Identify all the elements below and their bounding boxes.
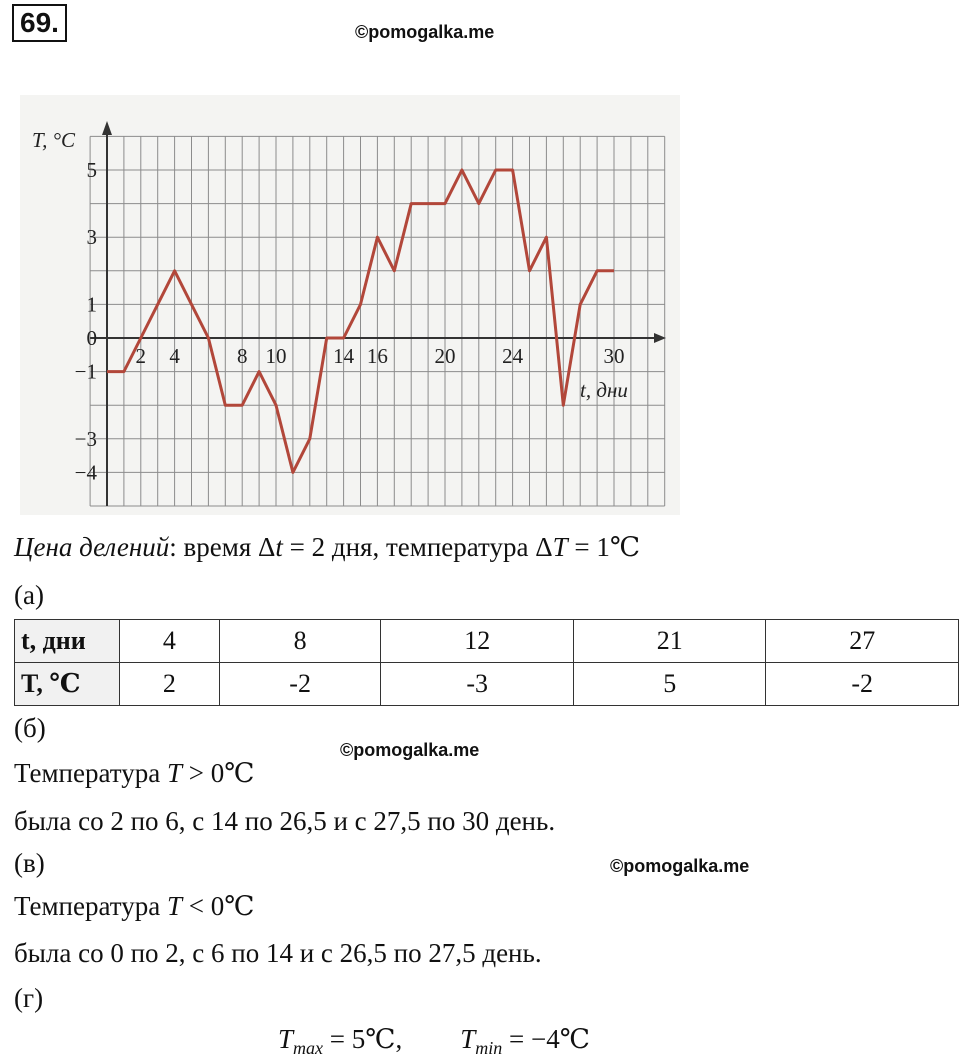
part-g-label: (г) (14, 983, 44, 1013)
x-tick-label: 30 (603, 344, 625, 368)
scale-note-label: Цена делений (14, 532, 170, 562)
part-v-prefix: Температура (14, 891, 167, 921)
tmax-sub: max (293, 1038, 324, 1058)
scale-note-var-t: t (275, 532, 283, 562)
x-tick-label: 20 (434, 344, 456, 368)
y-tick-label: 3 (86, 225, 97, 250)
table-row-label: t, дни (15, 620, 120, 663)
x-tick-label: 14 (333, 344, 355, 368)
part-g-result (278, 1024, 590, 1059)
table-cell: -3 (381, 663, 574, 706)
part-b-label: (б) (14, 713, 46, 743)
table-cell: 8 (219, 620, 381, 663)
data-table (14, 619, 959, 706)
part-v-answer: была со 0 по 2, с 6 по 14 и с 26,5 по 27,5 день. (14, 938, 542, 968)
part-b-statement (14, 758, 254, 789)
part-b-answer: была со 2 по 6, с 14 по 26,5 и с 27,5 по 30 день. (14, 806, 556, 836)
x-tick-label: 24 (502, 344, 524, 368)
y-tick-label: 1 (86, 292, 97, 317)
x-tick-label: 10 (265, 344, 287, 368)
x-tick-label: 2 (135, 344, 147, 368)
part-v-statement (14, 891, 254, 922)
tmin-sub: min (475, 1038, 503, 1058)
table-cell: 2 (120, 663, 220, 706)
x-axis-label: t, дни (580, 378, 628, 402)
table-row-label: T, ℃ (15, 663, 120, 706)
scale-note-text1: : время Δ (169, 532, 276, 562)
tmax-value: = 5℃, (323, 1024, 403, 1054)
table-cell: 21 (573, 620, 766, 663)
part-b-var: T (166, 758, 182, 788)
table-cell: 4 (120, 620, 220, 663)
tmax-var: T (278, 1024, 294, 1054)
x-tick-label: 4 (169, 344, 180, 368)
tmin-var: T (460, 1024, 476, 1054)
table-cell: 12 (381, 620, 574, 663)
y-tick-label: −1 (74, 359, 97, 384)
y-tick-label: −4 (74, 460, 97, 485)
y-axis-label: T, °C (32, 128, 76, 152)
table-cell: 5 (573, 663, 766, 706)
problem-number: 69. (12, 4, 67, 42)
part-v-var: T (166, 891, 182, 921)
watermark: ©pomogalka.me (610, 856, 750, 876)
y-tick-label: 5 (86, 158, 97, 182)
x-tick-label: 16 (366, 344, 388, 368)
tmin-value: = −4℃ (502, 1024, 590, 1054)
part-v-label: (в) (14, 848, 45, 878)
part-v-relation: < 0℃ (181, 891, 255, 921)
x-tick-label: 8 (236, 344, 248, 368)
table-row (15, 620, 959, 663)
watermark: ©pomogalka.me (355, 22, 495, 42)
scale-note-text2: = 2 дня, температура Δ (282, 532, 553, 562)
temperature-chart (20, 95, 680, 515)
part-a-label: (а) (14, 580, 44, 610)
y-tick-label: 0 (86, 326, 97, 350)
y-tick-label: −3 (74, 426, 97, 451)
table-cell: -2 (219, 663, 381, 706)
scale-note (14, 532, 640, 563)
watermark: ©pomogalka.me (340, 740, 480, 760)
table-row (15, 663, 959, 706)
table-cell: 27 (766, 620, 959, 663)
scale-note-text3: = 1℃ (567, 532, 641, 562)
part-b-relation: > 0℃ (181, 758, 255, 788)
part-b-prefix: Температура (14, 758, 167, 788)
temperature-chart-svg (20, 95, 680, 515)
scale-note-var-T: T (552, 532, 568, 562)
table-cell: -2 (766, 663, 959, 706)
